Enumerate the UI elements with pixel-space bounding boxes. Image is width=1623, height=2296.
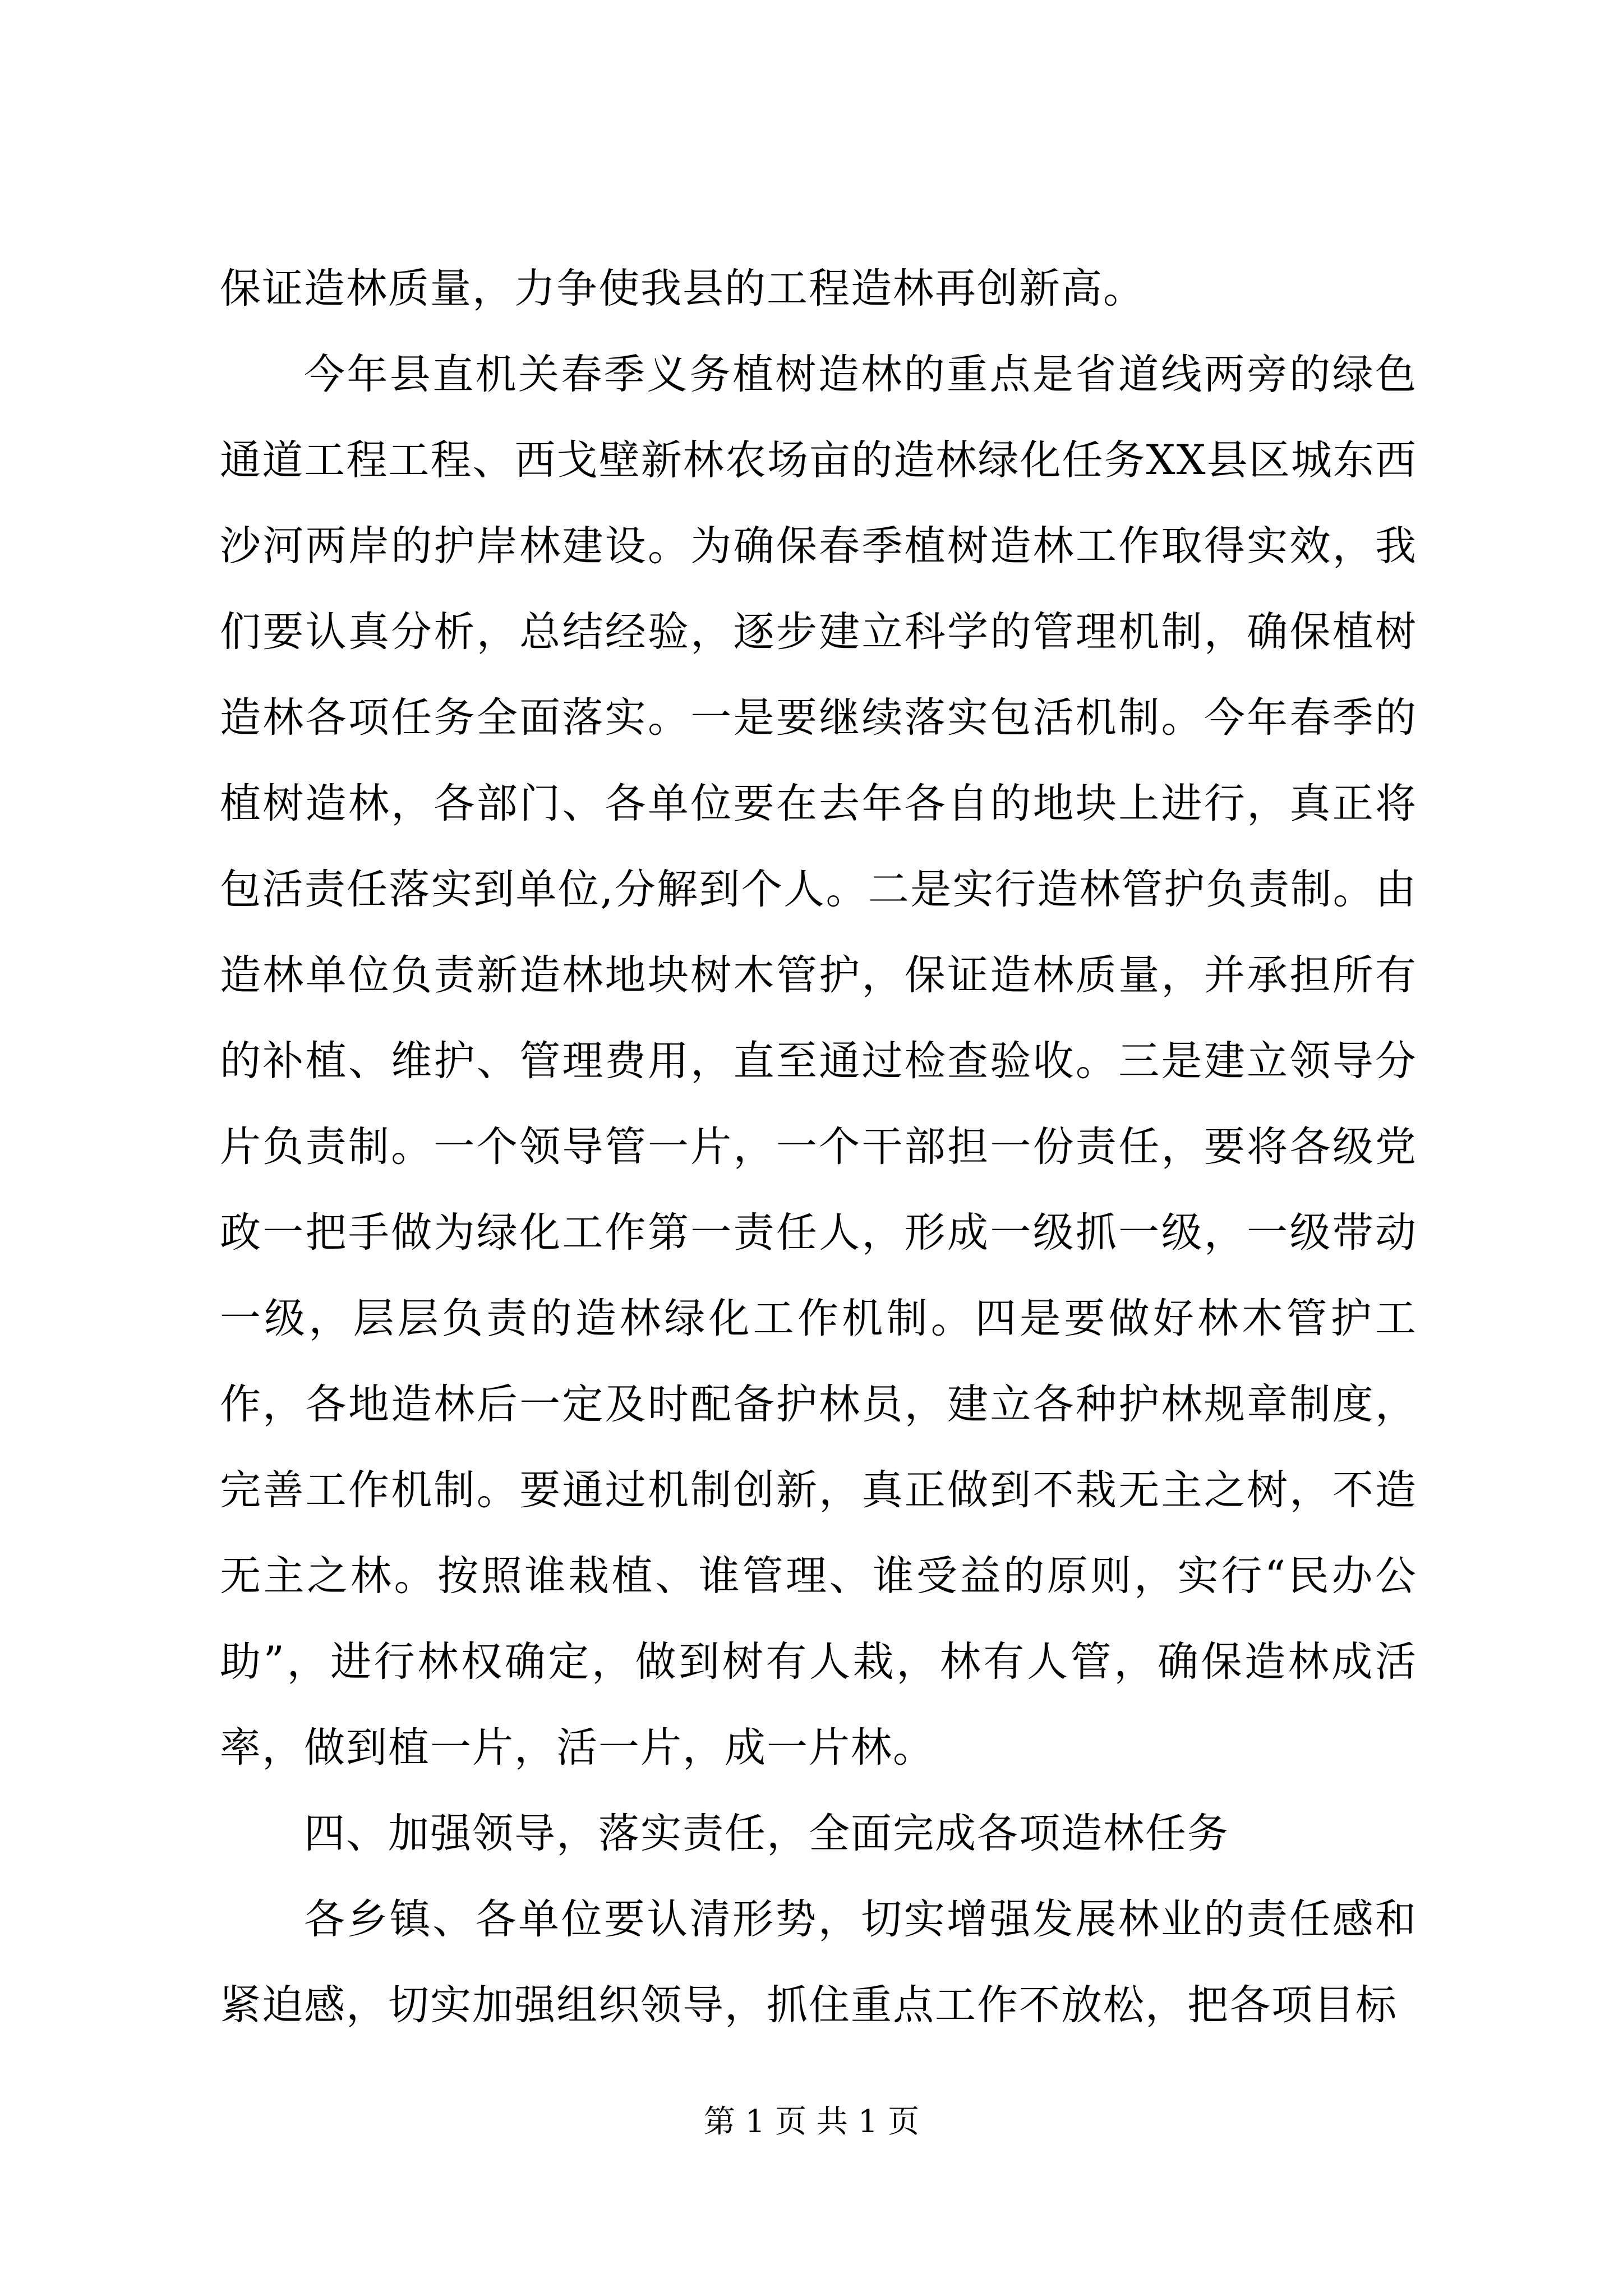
- page-footer: 第 1 页 共 1 页: [703, 2104, 920, 2140]
- paragraph-continuation: 保证造林质量，力争使我县的工程造林再创新高。: [220, 265, 1145, 312]
- document-body: [220, 246, 1417, 2048]
- section-heading-four: 四、加强领导，落实责任，全面完成各项造林任务: [304, 1810, 1229, 1857]
- paragraph-planting-focus: 今年县直机关春季义务植树造林的重点是省道线两旁的绿色通道工程工程、西戈壁新林农场亩的造林绿化任务XX县区城东西沙河两岸的护岸林建设。为确保春季植树造林工作取得实效，我们要认真分析，总结经验，逐步建立科学的管理机制，确保植树造林各项任务全面落实。一是要继续落实包活机制。今年春季的植树造林，各部门、各单位要在去年各自的地块上进行，真正将包活责任落实到单位,分解到个人。二是实行造林管护负责制。由造林单位负责新造林地块树木管护，保证造林质量，并承担所有的补植、维护、管理费用，直至通过检查验收。三是建立领导分片负责制。一个领导管一片，一个干部担一份责任，要将各级党政一把手做为绿化工作第一责任人，形成一级抓一级，一级带动一级，层层负责的造林绿化工作机制。四是要做好林木管护工作，各地造林后一定及时配备护林员，建立各种护林规章制度，完善工作机制。要通过机制创新，真正做到不栽无主之树，不造无主之林。按照谁栽植、谁管理、谁受益的原则，实行“民办公助”，进行林权确定，做到树有人栽，林有人管，确保造林成活率，做到植一片，活一片，成一片林。: [220, 351, 1417, 1772]
- paragraph-leadership: 各乡镇、各单位要认清形势，切实增强发展林业的责任感和紧迫感，切实加强组织领导，抓住重点工作不放松，把各项目标: [220, 1895, 1417, 2029]
